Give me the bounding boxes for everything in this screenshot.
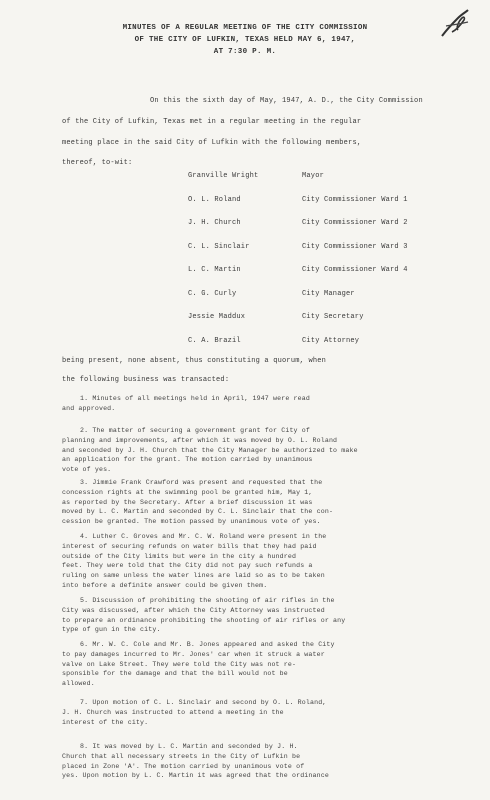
item-line: to prepare an ordinance prohibiting the shooting of air rifles or any [62,616,346,624]
item-line: 1. Minutes of all meetings held in April, 1947 were read [80,395,310,402]
item-line: into before a definite answer could be given them. [62,581,268,589]
item-line: yes. Upon motion by L. C. Martin it was agreed that the ordinance [62,772,329,780]
roster-row [188,196,448,220]
member-title: Mayor [302,172,325,180]
member-name: C. L. Sinclair [188,242,250,251]
item-line: interest of the city. [62,718,149,726]
item-line: cession be granted. The motion passed by unanimous vote of yes. [62,518,321,526]
intro-line: meeting place in the said City of Lufkin with the following members, [62,139,362,147]
roster-row [188,219,448,243]
item-line: outside of the City limits but were in the city a hundred [62,552,297,560]
member-name: Jessie Maddux [188,313,246,321]
member-name: Granville Wright [188,172,259,180]
item-line: sponsible for the damage and that the bill would not be [62,670,288,678]
minutes-item [62,478,442,527]
item-line: an application for the grant. The motion carried by unanimous [62,456,313,464]
item-line: 6. Mr. W. C. Cole and Mr. B. Jones appeared and asked the City [80,641,335,648]
minutes-header [0,22,490,58]
roster-row [188,313,448,337]
item-line: 7. Upon motion of C. L. Sinclair and second by O. L. Roland, [80,699,327,706]
item-line: 8. It was moved by L. C. Martin and seconded by J. H. [80,743,298,750]
item-line: 5. Discussion of prohibiting the shooting of air rifles in the [80,597,335,604]
member-name: J. H. Church [188,219,241,227]
item-line: 3. Jimmie Frank Crawford was present and requested that the [80,479,323,486]
header-line: MINUTES OF A REGULAR MEETING OF THE CITY COMMISSION [122,24,368,32]
item-line: to pay damages incurred to Mr. Jones' car when it struck a water [62,650,325,658]
item-line: as reported by the Secretary. After a brief discussion it was [62,498,313,506]
item-line: valve on Lake Street. They were told the City was not re- [62,660,297,668]
item-line: allowed. [62,680,95,688]
item-line: vote of yes. [62,466,112,474]
header-line: AT 7:30 P. M. [213,48,277,56]
item-line: ruling on same unless the water lines are laid so as to be taken [62,572,325,580]
intro-line: of the City of Lufkin, Texas met in a regular meeting in the regular [62,118,362,126]
item-line: interest of securing refunds on water bills that they had paid [62,542,317,550]
member-name: C. A. Brazil [188,336,241,345]
header-line: OF THE CITY OF LUFKIN, TEXAS HELD MAY 6, 1947, [134,36,356,44]
intro-line: thereof, to-wit: [62,159,133,167]
member-title: City Commissioner Ward 1 [302,195,408,204]
attendance-roster [188,172,448,360]
member-title: City Manager [302,289,355,298]
minutes-item [62,394,442,414]
minutes-item [62,596,442,635]
item-line: feet. They were told that the City did not pay such refunds a [62,562,313,570]
roster-row [188,290,448,314]
item-line: placed in Zone 'A'. The motion carried by unanimous vote of [62,762,305,770]
item-line: Church that all necessary streets in the City of Lufkin be [62,752,301,760]
intro-line: On this the sixth day of May, 1947, A. D., the City Commission [150,97,423,105]
minutes-item [62,640,442,689]
roster-row [188,266,448,290]
roster-row [188,172,448,196]
member-title: City Commissioner Ward 3 [302,242,408,251]
item-line: and approved. [62,404,116,412]
item-line: City was discussed, after which the City Attorney was instructed [62,606,325,614]
minutes-item [62,698,442,727]
item-line: and seconded by J. H. Church that the City Manager be authorized to make [62,446,358,454]
member-title: City Commissioner Ward 4 [302,266,408,274]
minutes-item [62,742,442,781]
item-line: concession rights at the swimming pool be granted him, May 1, [62,488,313,496]
item-line: 4. Luther C. Groves and Mr. C. W. Roland were present in the [80,533,327,540]
item-line: moved by L. C. Martin and seconded by C. L. Sinclair that the con- [62,508,334,516]
member-name: L. C. Martin [188,266,241,274]
item-line: type of gun in the city. [62,626,161,634]
member-name: C. G. Curly [188,289,237,298]
minutes-item [62,532,442,591]
minutes-item [62,426,442,475]
item-line: 2. The matter of securing a government grant for City of [80,427,310,434]
member-title: City Attorney [302,336,360,345]
item-line: J. H. Church was instructed to attend a meeting in the [62,708,284,716]
member-title: City Commissioner Ward 2 [302,219,408,227]
item-line: planning and improvements, after which it was moved by O. L. Roland [62,436,338,444]
member-title: City Secretary [302,313,364,321]
quorum-line: being present, none absent, thus constituting a quorum, when [62,357,327,365]
member-name: O. L. Roland [188,195,241,204]
roster-row [188,243,448,267]
quorum-line: the following business was transacted: [62,376,230,384]
